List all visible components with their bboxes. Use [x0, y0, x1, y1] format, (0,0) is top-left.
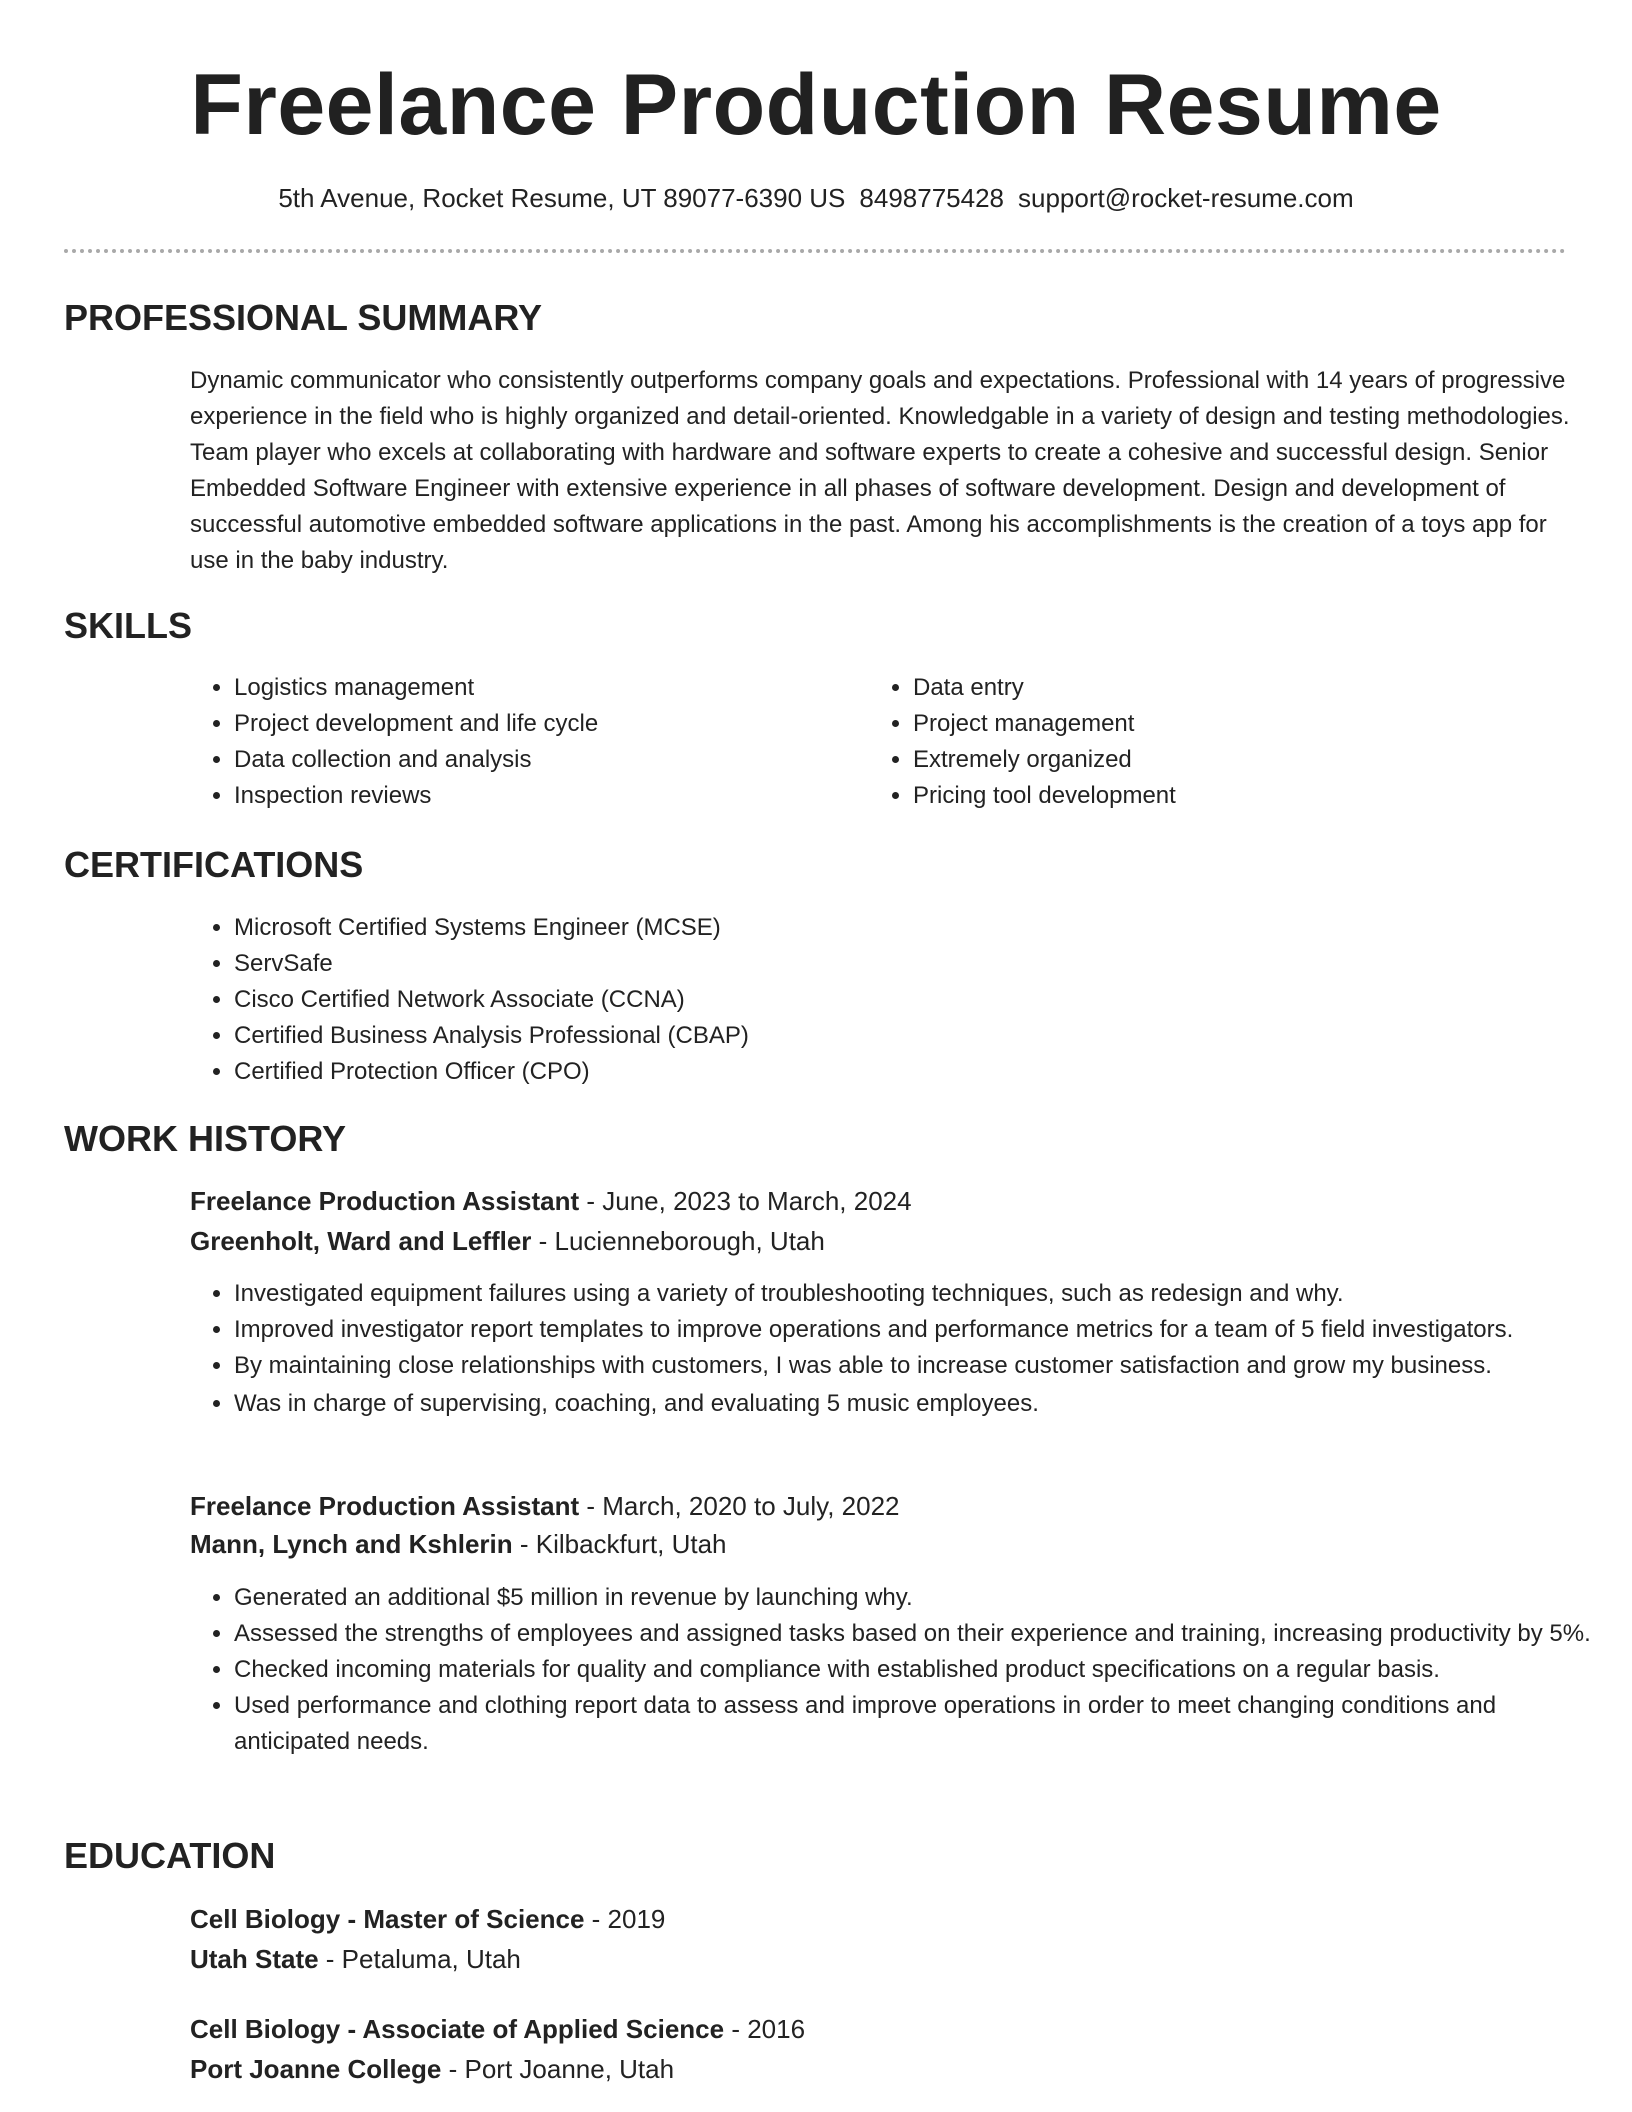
skill-item: • Data entry [913, 670, 1533, 706]
certifications-list [190, 910, 1614, 1090]
job-bullet: • By maintaining close relationships with customers, I was able to increase customer satisfaction and grow my business. [234, 1348, 1614, 1384]
job-title-line [190, 1183, 912, 1219]
job-bullet: • Assessed the strengths of employees and assigned tasks based on their experience and training, increasing productivity by 5%. [234, 1616, 1614, 1652]
education-degree: Cell Biology - Master of Science [190, 1904, 585, 1934]
education-heading: EDUCATION [64, 1835, 276, 1876]
job-bullets [190, 1580, 1614, 1760]
skill-item: • Logistics management [234, 670, 854, 706]
skills-list-left [190, 670, 854, 814]
certification-item: • ServSafe [234, 946, 1614, 982]
certifications-heading: CERTIFICATIONS [64, 844, 364, 885]
skills-heading: SKILLS [64, 605, 193, 646]
job-company: Greenholt, Ward and Leffler [190, 1226, 532, 1256]
job-location: - Kilbackfurt, Utah [512, 1529, 727, 1559]
contact-address: 5th Avenue, Rocket Resume, UT 89077-6390 US [278, 183, 846, 213]
education-school-line [190, 1941, 521, 1977]
skill-item: • Project development and life cycle [234, 706, 854, 742]
job-company-line [190, 1526, 727, 1562]
contact-line [0, 180, 1632, 216]
education-school-line [190, 2051, 674, 2087]
header-divider [64, 249, 1566, 253]
education-year: - 2019 [584, 1904, 666, 1934]
job-role: Freelance Production Assistant [190, 1491, 580, 1521]
skills-list-right [869, 670, 1533, 814]
certification-item: • Certified Protection Officer (CPO) [234, 1054, 1614, 1090]
job-bullet: • Investigated equipment failures using a variety of troubleshooting techniques, such as redesign and why. [234, 1276, 1614, 1312]
certification-item: • Cisco Certified Network Associate (CCNA) [234, 982, 1614, 1018]
resume-title: Freelance Production Resume [190, 57, 1442, 153]
certification-item: • Certified Business Analysis Professional (CBAP) [234, 1018, 1614, 1054]
work-history-heading: WORK HISTORY [64, 1118, 347, 1159]
job-bullet: • Was in charge of supervising, coaching, and evaluating 5 music employees. [234, 1386, 1614, 1422]
education-school: Utah State [190, 1944, 319, 1974]
job-bullet: • Used performance and clothing report data to assess and improve operations in order to meet changing conditions and anticipated needs. [234, 1688, 1614, 1760]
skill-item: • Inspection reviews [234, 778, 854, 814]
job-bullet: • Improved investigator report templates to improve operations and performance metrics for a team of 5 field investigators. [234, 1312, 1614, 1348]
summary-text: Dynamic communicator who consistently outperforms company goals and expectations. Professional with 14 years of progressive experience in the field who is highly organized and detail-oriented. Knowledgable in a variety of design and testing methodologies. Team player who excels at collaborating with hardware and software experts to create a cohesive and successful design. Senior Embedded Software Engineer with extensive experience in all phases of software development. Design and development of successful automotive embedded software applications in the past. Among his accomplishments is the creation of a toys app for use in the baby industry. [190, 367, 1570, 574]
job-dates: - June, 2023 to March, 2024 [579, 1186, 912, 1216]
contact-email: support@rocket-resume.com [1018, 183, 1354, 213]
job-role: Freelance Production Assistant [190, 1186, 580, 1216]
education-location: - Port Joanne, Utah [441, 2054, 675, 2084]
job-bullets [190, 1276, 1614, 1422]
education-location: - Petaluma, Utah [318, 1944, 521, 1974]
education-year: - 2016 [724, 2014, 806, 2044]
certification-item: • Microsoft Certified Systems Engineer (MCSE) [234, 910, 1614, 946]
job-location: - Lucienneborough, Utah [531, 1226, 825, 1256]
skill-item: • Pricing tool development [913, 778, 1533, 814]
job-company-line [190, 1223, 825, 1259]
job-company: Mann, Lynch and Kshlerin [190, 1529, 513, 1559]
job-title-line [190, 1488, 900, 1524]
job-bullet: • Generated an additional $5 million in revenue by launching why. [234, 1580, 1614, 1616]
skill-item: • Project management [913, 706, 1533, 742]
education-degree-line [190, 1901, 665, 1937]
education-degree-line [190, 2011, 805, 2047]
job-dates: - March, 2020 to July, 2022 [579, 1491, 900, 1521]
summary-heading: PROFESSIONAL SUMMARY [64, 297, 543, 338]
contact-phone: 8498775428 [859, 183, 1005, 213]
skill-item: • Data collection and analysis [234, 742, 854, 778]
education-degree: Cell Biology - Associate of Applied Science [190, 2014, 725, 2044]
skill-item: • Extremely organized [913, 742, 1533, 778]
job-bullet: • Checked incoming materials for quality and compliance with established product specifications on a regular basis. [234, 1652, 1614, 1688]
education-school: Port Joanne College [190, 2054, 442, 2084]
